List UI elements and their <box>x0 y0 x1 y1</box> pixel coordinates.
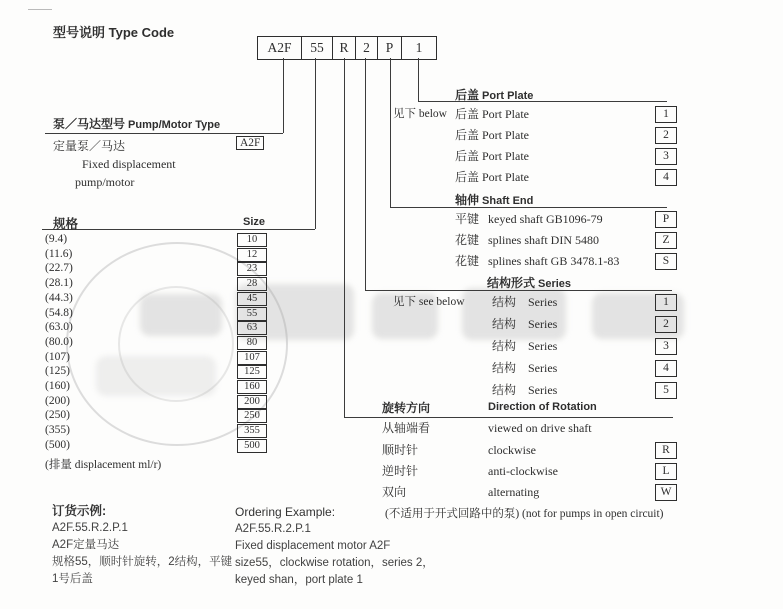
code-value-box: 1 <box>655 294 677 311</box>
displacement-value: (500) <box>45 439 70 451</box>
size-code-box: 355 <box>237 424 267 438</box>
code-segment-port-plate: 1 <box>401 37 436 59</box>
example-en-line: A2F.55.R.2.P.1 <box>235 523 311 535</box>
series-row <box>0 360 783 377</box>
port-plate-row <box>0 127 783 144</box>
displacement-value: (250) <box>45 409 70 421</box>
page-title-cn: 型号说明 <box>53 25 106 40</box>
code-segment-series: 2 <box>355 37 377 59</box>
port-plate-row <box>0 169 783 186</box>
row-label-cn: 结构 <box>492 295 517 309</box>
type-code-boxes <box>257 36 437 60</box>
displacement-value: (200) <box>45 395 70 407</box>
series-header <box>487 274 571 291</box>
port-plate-header-en: Port Plate <box>482 90 534 102</box>
example-cn-line: 规格55，顺时针旋转，2结构，平键 <box>52 556 233 568</box>
displacement-value: (63.0) <box>45 321 73 333</box>
example-cn-line: A2F.55.R.2.P.1 <box>52 522 128 534</box>
row-label-en: viewed on drive shaft <box>488 421 592 435</box>
row-label-en: keyed shaft GB1096-79 <box>488 212 603 226</box>
page-title-en: Type Code <box>108 25 175 40</box>
row-label-cn: 结构 <box>492 339 517 353</box>
displacement-value: (11.6) <box>45 248 73 260</box>
size-code-box: 250 <box>237 409 267 423</box>
example-en-line: size55，clockwise rotation，series 2， <box>235 557 434 569</box>
row-label-en: Series <box>528 361 558 375</box>
displacement-value: (107) <box>45 351 70 363</box>
series-row <box>0 294 783 311</box>
row-label-cn: 顺时针 <box>382 443 419 457</box>
code-value-box: 2 <box>655 316 677 333</box>
example-cn-line: A2F定量马达 <box>52 539 120 551</box>
displacement-value: (355) <box>45 424 70 436</box>
series-header-cn: 结构形式 <box>487 276 536 290</box>
displacement-value: (160) <box>45 380 70 392</box>
pump-type-header-en: Pump/Motor Type <box>128 119 221 131</box>
size-row <box>0 277 320 291</box>
pump-type-desc-2: pump/motor <box>75 175 135 189</box>
row-label-en: Port Plate <box>482 107 529 121</box>
code-value-box: Z <box>655 232 677 249</box>
size-code-box: 28 <box>237 277 267 291</box>
row-label-cn: 结构 <box>492 361 517 375</box>
series-row <box>0 338 783 355</box>
size-code-box: 55 <box>237 307 267 321</box>
example-en-title: Ordering Example: <box>235 505 336 519</box>
code-value-box: 3 <box>655 338 677 355</box>
row-label-en: clockwise <box>488 443 536 457</box>
rule-rotation <box>344 417 673 418</box>
size-code-box: 500 <box>237 439 267 453</box>
row-label-en: Series <box>528 295 558 309</box>
size-code-box: 10 <box>237 233 267 247</box>
shaft-end-header <box>455 191 533 208</box>
scan-artifact <box>28 9 52 10</box>
size-header-cn: 规格 <box>53 217 79 231</box>
series-header-en: Series <box>538 278 572 290</box>
code-value-box: 2 <box>655 127 677 144</box>
row-label-en: anti-clockwise <box>488 464 558 478</box>
row-label-en: splines shaft GB 3478.1-83 <box>488 254 620 268</box>
displacement-value: (28.1) <box>45 277 73 289</box>
shaft-end-header-cn: 轴伸 <box>455 193 480 207</box>
row-label-cn: 花键 <box>455 233 480 247</box>
pump-type-desc-1: Fixed displacement <box>82 157 176 171</box>
shaft-end-row <box>0 211 783 228</box>
rotation-note: (不适用于开式回路中的泵) (not for pumps in open circuit) <box>385 508 664 520</box>
displacement-value: (44.3) <box>45 292 73 304</box>
code-segment-rotation: R <box>332 37 355 59</box>
example-en-line: keyed shan，port plate 1 <box>235 574 363 586</box>
port-plate-header <box>455 86 533 103</box>
size-code-box: 12 <box>237 248 267 262</box>
row-label-en: Series <box>528 339 558 353</box>
row-label-en: Port Plate <box>482 149 529 163</box>
displacement-value: (125) <box>45 365 70 377</box>
code-segment-size: 55 <box>301 37 332 59</box>
row-label-cn: 后盖 <box>455 128 480 142</box>
page-title <box>53 22 174 41</box>
row-label-cn: 结构 <box>492 383 517 397</box>
series-row <box>0 316 783 333</box>
row-label-en: Series <box>528 383 558 397</box>
row-prefix: 见下 see below <box>393 296 465 308</box>
row-label-cn: 平键 <box>455 212 480 226</box>
displacement-value: (54.8) <box>45 307 73 319</box>
size-header-en: Size <box>243 216 266 228</box>
rotation-header-en: Direction of Rotation <box>488 401 597 413</box>
code-value-box: 3 <box>655 148 677 165</box>
size-footnote: (排量 displacement ml/r) <box>45 459 162 471</box>
row-label-en: alternating <box>488 485 540 499</box>
code-value-box: W <box>655 484 677 501</box>
size-code-box: 63 <box>237 321 267 335</box>
rotation-header-cn-text: 旋转方向 <box>382 401 431 415</box>
rule-size <box>42 229 315 230</box>
row-label-en: Port Plate <box>482 128 529 142</box>
code-segment-shaft: P <box>377 37 401 59</box>
connector-line-port-plate <box>418 58 419 101</box>
size-code-box: 107 <box>237 351 267 365</box>
example-cn-title: 订货示例: <box>52 504 107 518</box>
shaft-end-row <box>0 253 783 270</box>
row-label-en: Port Plate <box>482 170 529 184</box>
size-code-box: 200 <box>237 395 267 409</box>
code-value-box: P <box>655 211 677 228</box>
code-value-box: 4 <box>655 360 677 377</box>
shaft-end-row <box>0 232 783 249</box>
port-plate-row <box>0 148 783 165</box>
pump-type-row-label: 定量泵／马达 <box>53 139 126 153</box>
code-value-box: 4 <box>655 169 677 186</box>
row-label-cn: 花键 <box>455 254 480 268</box>
row-label-cn: 后盖 <box>455 170 480 184</box>
row-label-en: splines shaft DIN 5480 <box>488 233 599 247</box>
displacement-value: (22.7) <box>45 262 73 274</box>
code-segment-model: A2F <box>267 40 292 55</box>
ordering-example-cn <box>52 503 232 588</box>
row-label-cn: 结构 <box>492 317 517 331</box>
row-label-cn: 逆时针 <box>382 464 419 478</box>
displacement-value: (9.4) <box>45 233 68 245</box>
code-value-box: 1 <box>655 106 677 123</box>
shaft-end-header-en: Shaft End <box>482 195 534 207</box>
size-code-box: 80 <box>237 336 267 350</box>
code-value-box: L <box>655 463 677 480</box>
code-value-box: R <box>655 442 677 459</box>
pump-type-code-box: A2F <box>236 136 264 150</box>
rotation-header-cn <box>382 399 430 416</box>
example-cn-line: 1号后盖 <box>52 573 93 585</box>
row-label-cn: 双向 <box>382 485 407 499</box>
ordering-example-en <box>235 504 434 589</box>
code-value-box: S <box>655 253 677 270</box>
port-plate-row <box>0 106 783 123</box>
rotation-row <box>0 442 783 459</box>
rotation-row <box>0 463 783 480</box>
size-code-box: 23 <box>237 262 267 276</box>
row-label-cn: 后盖 <box>455 107 480 121</box>
port-plate-header-cn: 后盖 <box>455 88 480 102</box>
size-code-box: 45 <box>237 292 267 306</box>
pump-type-header-cn: 泵／马达型号 <box>53 117 126 131</box>
series-row <box>0 382 783 399</box>
row-label-cn: 从轴端看 <box>382 421 431 435</box>
rotation-row <box>0 484 783 501</box>
rotation-row <box>0 420 783 437</box>
row-label-en: Series <box>528 317 558 331</box>
code-value-box: 5 <box>655 382 677 399</box>
size-code-box: 160 <box>237 380 267 394</box>
example-en-line: Fixed displacement motor A2F <box>235 540 391 552</box>
displacement-value: (80.0) <box>45 336 73 348</box>
row-prefix: 见下 below <box>393 108 447 120</box>
size-code-box: 125 <box>237 365 267 379</box>
row-label-cn: 后盖 <box>455 149 480 163</box>
